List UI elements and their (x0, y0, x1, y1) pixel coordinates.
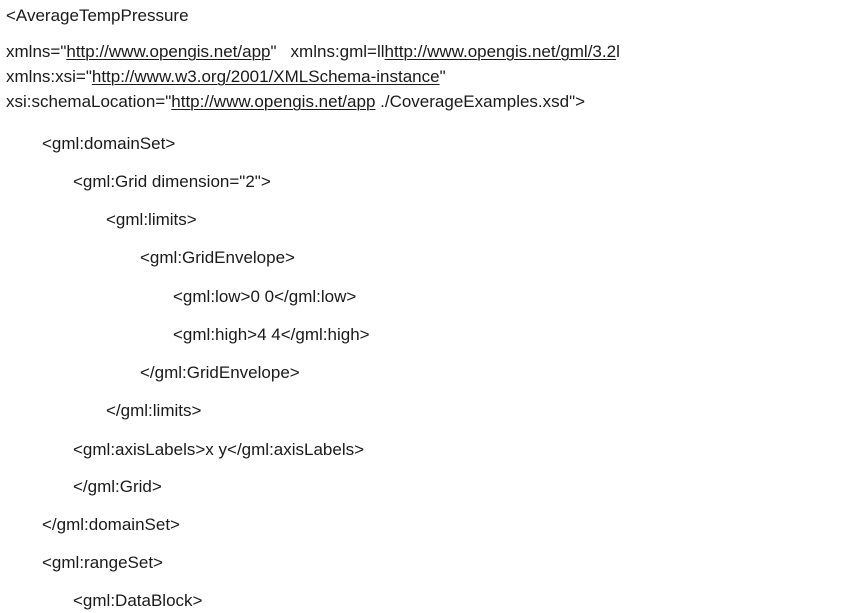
datablock-open: <gml:DataBlock> (73, 591, 203, 610)
xmlns-xsi-suffix: " (439, 67, 446, 86)
root-element-text: <AverageTempPressure (6, 6, 189, 25)
xmlns-gml-url: http://www.opengis.net/gml/3.2 (384, 42, 617, 61)
xmlns-gml-prefix: xmlns:gml=ll (290, 42, 385, 61)
xmlns-xsi-prefix: xmlns:xsi=" (6, 67, 92, 86)
xmlns-xsi-line (6, 67, 446, 87)
namespace-declarations-line (6, 42, 620, 62)
limits-close: </gml:limits> (106, 401, 202, 420)
rangeset-open: <gml:rangeSet> (42, 553, 163, 572)
schema-location-line (6, 92, 585, 112)
grid-high: <gml:high>4 4</gml:high> (173, 325, 370, 344)
grid-envelope-open: <gml:GridEnvelope> (140, 248, 295, 267)
grid-low: <gml:low>0 0</gml:low> (173, 287, 357, 306)
xmlns-gml-suffix: l (616, 42, 620, 61)
limits-open: <gml:limits> (106, 210, 197, 229)
domainset-open: <gml:domainSet> (42, 134, 176, 153)
xmlns-xsi-url: http://www.w3.org/2001/XMLSchema-instance (91, 67, 440, 86)
grid-envelope-close: </gml:GridEnvelope> (140, 363, 300, 382)
axis-labels: <gml:axisLabels>x y</gml:axisLabels> (73, 440, 365, 459)
domainset-close: </gml:domainSet> (42, 515, 180, 534)
grid-open: <gml:Grid dimension="2"> (73, 172, 271, 191)
root-element-open (6, 6, 189, 26)
xmlns-url: http://www.opengis.net/app (66, 42, 271, 61)
xmlns-prefix: xmlns=" (6, 42, 67, 61)
grid-close: </gml:Grid> (73, 477, 162, 496)
xmlns-suffix: " (270, 42, 277, 61)
schema-location-url: http://www.opengis.net/app (171, 92, 376, 111)
schema-location-suffix: ./CoverageExamples.xsd"> (375, 92, 586, 111)
schema-location-prefix: xsi:schemaLocation=" (6, 92, 172, 111)
